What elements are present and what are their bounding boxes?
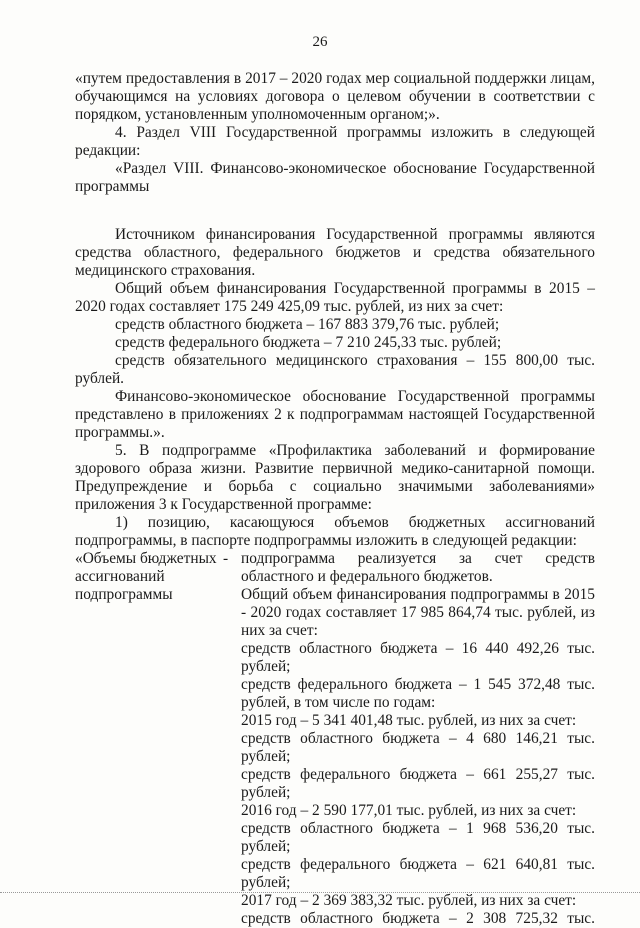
section-heading: «Раздел VIII. Финансово-экономическое обоснование Государственной программы xyxy=(75,160,595,195)
table-value-line: подпрограмма реализуется за счет средств областного и федерального бюджетов. xyxy=(241,550,595,585)
passport-table-row xyxy=(75,550,595,928)
paragraph: Источником финансирования Государственной программы являются средства областного, федерального бюджетов и средства обязательного медицинского страхования. xyxy=(75,226,595,279)
paragraph: «путем предоставления в 2017 – 2020 годах мер социальной поддержки лицам, обучающимся на условиях договора о целевом обучении в соответствии с порядком, установленным уполномоченным органом;». xyxy=(75,70,595,123)
spacer xyxy=(75,196,595,226)
document-body xyxy=(75,70,595,928)
table-value-line: 2015 год – 5 341 401,48 тыс. рублей, из них за счет: xyxy=(241,712,577,729)
table-values xyxy=(241,550,595,928)
table-value-line: средств областного бюджета – 16 440 492,26 тыс. рублей; xyxy=(241,640,595,675)
page-number: 26 xyxy=(312,34,328,50)
table-value-line: средств областного бюджета – 2 308 725,32 тыс. xyxy=(241,910,595,927)
paragraph: 1) позицию, касающуюся объемов бюджетных ассигнований подпрограммы, в паспорте подпрограммы изложить в следующей редакции: xyxy=(75,514,595,549)
table-value-line: Общий объем финансирования подпрограммы в 2015 - 2020 годах составляет 17 985 864,74 тыс. рублей, из них за счет: xyxy=(241,586,595,639)
table-value-line: средств федерального бюджета – 661 255,27 тыс. рублей; xyxy=(241,766,595,801)
page-bottom-divider xyxy=(0,892,640,893)
table-value-line: 2016 год – 2 590 177,01 тыс. рублей, из них за счет: xyxy=(241,802,577,819)
paragraph: 4. Раздел VIII Государственной программы изложить в следующей редакции: xyxy=(75,124,595,159)
paragraph: Финансово-экономическое обоснование Государственной программы представлено в приложениях 2 к подпрограммам настоящей Государственной программы.». xyxy=(75,388,595,441)
table-value-line: средств областного бюджета – 4 680 146,21 тыс. рублей; xyxy=(241,730,595,765)
table-dash: - xyxy=(223,550,229,567)
table-value-line: средств федерального бюджета – 1 545 372,48 тыс. рублей, в том числе по годам: xyxy=(241,676,595,711)
table-value-line: средств областного бюджета – 1 968 536,20 тыс. рублей; xyxy=(241,820,595,855)
paragraph: Общий объем финансирования Государственной программы в 2015 – 2020 годах составляет 175 249 425,09 тыс. рублей, из них за счет: xyxy=(75,280,595,315)
paragraph: средств обязательного медицинского страхования – 155 800,00 тыс. рублей. xyxy=(75,352,595,387)
paragraph: средств федерального бюджета – 7 210 245,33 тыс. рублей; xyxy=(115,334,502,351)
table-value-line: средств федерального бюджета – 621 640,81 тыс. рублей; xyxy=(241,856,595,891)
table-label: «Объемы бюджетных ассигнований подпрограммы xyxy=(75,550,217,603)
paragraph: средств областного бюджета – 167 883 379,76 тыс. рублей; xyxy=(115,316,500,333)
table-value-line: 2017 год – 2 369 383,32 тыс. рублей, из них за счет: xyxy=(241,892,577,909)
paragraph: 5. В подпрограмме «Профилактика заболеваний и формирование здорового образа жизни. Развитие первичной медико-санитарной помощи. Предупреждение и борьба с социально значимыми заболеваниями» приложения 3 к Государственной программе: xyxy=(75,442,595,513)
